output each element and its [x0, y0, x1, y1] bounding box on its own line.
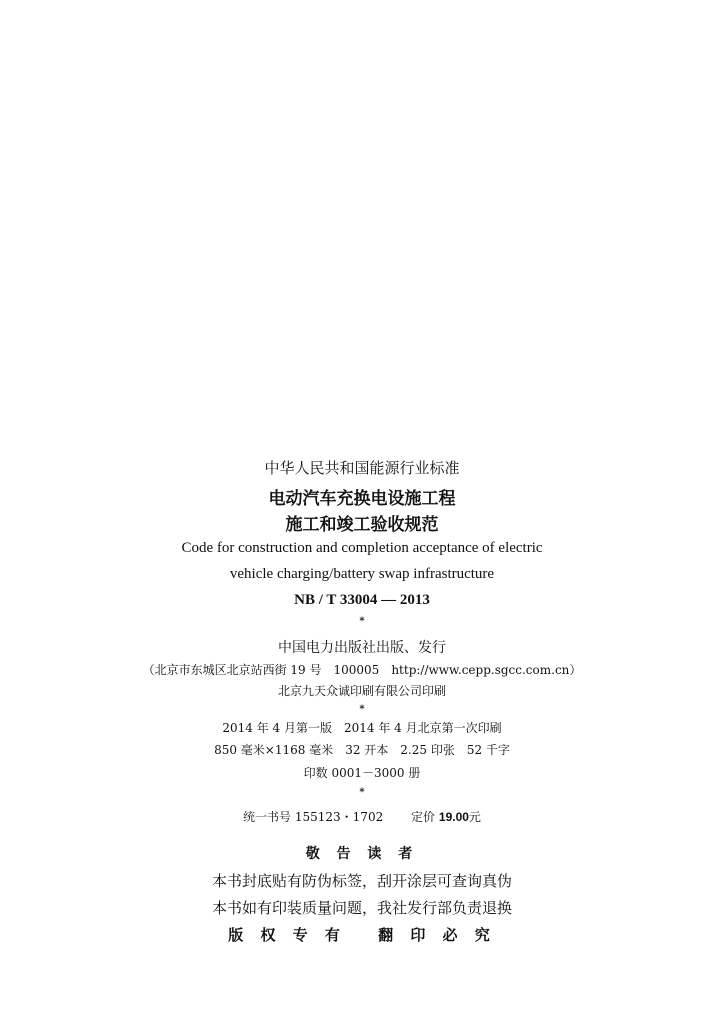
- separator-star: *: [359, 616, 365, 627]
- price-value: 19.00: [438, 810, 469, 824]
- price-unit: 元: [468, 810, 481, 824]
- separator-star: *: [359, 787, 365, 798]
- standard-code: NB / T 33004 — 2013: [294, 592, 430, 608]
- format-info: 850 毫米×1168 毫米 32 开本 2.25 印张 52 千字: [214, 743, 510, 757]
- publisher: 中国电力出版社出版、发行: [278, 640, 446, 656]
- price-label: 定价: [411, 810, 436, 824]
- notice-line-1: 本书封底贴有防伪标签，刮开涂层可查询真伪: [211, 872, 512, 890]
- book-number-and-price: [0, 808, 724, 825]
- title-line-1: 电动汽车充换电设施工程: [268, 489, 456, 509]
- edition-info: 2014 年 4 月第一版 2014 年 4 月北京第一次印刷: [222, 721, 502, 735]
- copyright-notice: 版 权 专 有 翻 印 必 究: [228, 926, 496, 944]
- printer: 北京九天众诚印刷有限公司印刷: [277, 684, 446, 698]
- english-title-line-1: Code for construction and completion acceptance of electric: [181, 540, 543, 556]
- notice-title: 敬 告 读 者: [305, 846, 419, 862]
- english-title-line-2: vehicle charging/battery swap infrastructure: [229, 566, 495, 582]
- notice-line-2: 本书如有印装质量问题，我社发行部负责退换: [211, 899, 512, 917]
- publisher-address: （北京市东城区北京站西街 19 号 100005 http://www.cepp.sgcc.com.cn）: [142, 663, 582, 677]
- book-number: 统一书号 155123・1702: [243, 810, 384, 824]
- standard-body: 中华人民共和国能源行业标准: [264, 459, 460, 477]
- print-count: 印数 0001－3000 册: [303, 766, 421, 780]
- separator-star: *: [359, 704, 365, 715]
- title-line-2: 施工和竣工验收规范: [285, 515, 439, 535]
